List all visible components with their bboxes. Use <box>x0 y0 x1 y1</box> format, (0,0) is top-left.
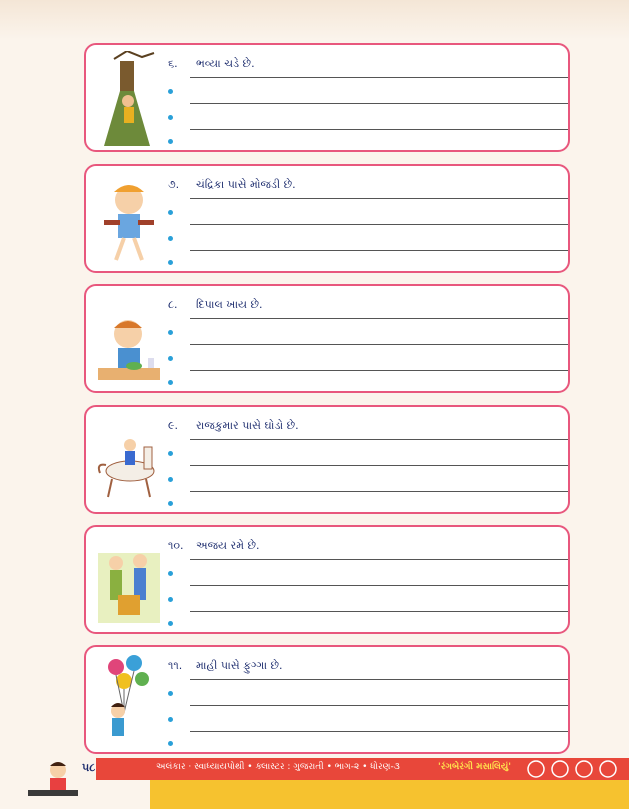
exercise-card <box>84 525 570 634</box>
answer-line[interactable] <box>190 491 568 492</box>
answer-line[interactable] <box>190 439 568 440</box>
answer-line[interactable] <box>190 465 568 466</box>
answer-line[interactable] <box>190 611 568 612</box>
bullet-icon <box>168 210 173 215</box>
answer-line[interactable] <box>190 318 568 319</box>
prince-on-horse-image <box>94 413 164 508</box>
answer-line[interactable] <box>190 344 568 345</box>
girl-with-shoes-image <box>94 172 164 267</box>
decorative-swirls-icon <box>522 758 622 780</box>
exercise-sentence: માહી પાસે ફુગ્ગા છે. <box>196 659 283 672</box>
bullet-icon <box>168 621 173 626</box>
bullet-icon <box>168 451 173 456</box>
boy-eating-image <box>94 292 164 387</box>
page-header-shade <box>0 0 629 40</box>
answer-line[interactable] <box>190 77 568 78</box>
bullet-icon <box>168 89 173 94</box>
page-number: ૫૮ <box>82 761 96 774</box>
exercise-number: ૭. <box>168 178 180 191</box>
answer-line[interactable] <box>190 370 568 371</box>
exercise-sentence: દિપાલ ખાય છે. <box>196 298 263 311</box>
exercise-number: ૧૦. <box>168 539 184 552</box>
exercise-sentence: ભવ્યા ચડે છે. <box>196 57 255 70</box>
footer-yellow-band <box>150 780 629 809</box>
exercise-number: ૬. <box>168 57 178 70</box>
bullet-icon <box>168 741 173 746</box>
answer-line[interactable] <box>190 198 568 199</box>
bullet-icon <box>168 380 173 385</box>
bullet-icon <box>168 571 173 576</box>
bullet-icon <box>168 501 173 506</box>
bullet-icon <box>168 356 173 361</box>
exercise-sentence: અજય રમે છે. <box>196 539 260 552</box>
bullet-icon <box>168 691 173 696</box>
answer-line[interactable] <box>190 679 568 680</box>
answer-line[interactable] <box>190 250 568 251</box>
exercise-card <box>84 284 570 393</box>
footer-info: અલંકાર · સ્વાધ્યાયપોથી • ક્લાસ્ટર : ગુજરાતી • ભાગ-૨ • ધોરણ-૩ <box>156 762 400 772</box>
bullet-icon <box>168 260 173 265</box>
answer-line[interactable] <box>190 731 568 732</box>
exercise-number: ૧૧. <box>168 659 183 672</box>
exercise-card <box>84 164 570 273</box>
bullet-icon <box>168 139 173 144</box>
answer-line[interactable] <box>190 559 568 560</box>
exercise-sentence: ચંદ્રિકા પાસે મોજડી છે. <box>196 178 296 191</box>
bullet-icon <box>168 717 173 722</box>
exercise-card <box>84 645 570 754</box>
exercise-card <box>84 405 570 514</box>
footer-series-title: 'રંગબેરંગી મસાલિયું' <box>438 762 511 772</box>
bullet-icon <box>168 236 173 241</box>
page-footer <box>0 758 629 809</box>
answer-line[interactable] <box>190 585 568 586</box>
exercise-sentence: રાજકુમાર પાસે ઘોડો છે. <box>196 419 299 432</box>
bullet-icon <box>168 330 173 335</box>
answer-line[interactable] <box>190 705 568 706</box>
girl-with-balloons-image <box>94 653 164 748</box>
answer-line[interactable] <box>190 103 568 104</box>
answer-line[interactable] <box>190 129 568 130</box>
answer-line[interactable] <box>190 224 568 225</box>
exercise-number: ૯. <box>168 419 179 432</box>
exercise-number: ૮. <box>168 298 178 311</box>
reading-child-icon <box>20 758 80 806</box>
child-climbing-tree-image <box>94 51 164 146</box>
bullet-icon <box>168 477 173 482</box>
children-playing-image <box>94 533 164 628</box>
exercise-card <box>84 43 570 152</box>
bullet-icon <box>168 115 173 120</box>
bullet-icon <box>168 597 173 602</box>
